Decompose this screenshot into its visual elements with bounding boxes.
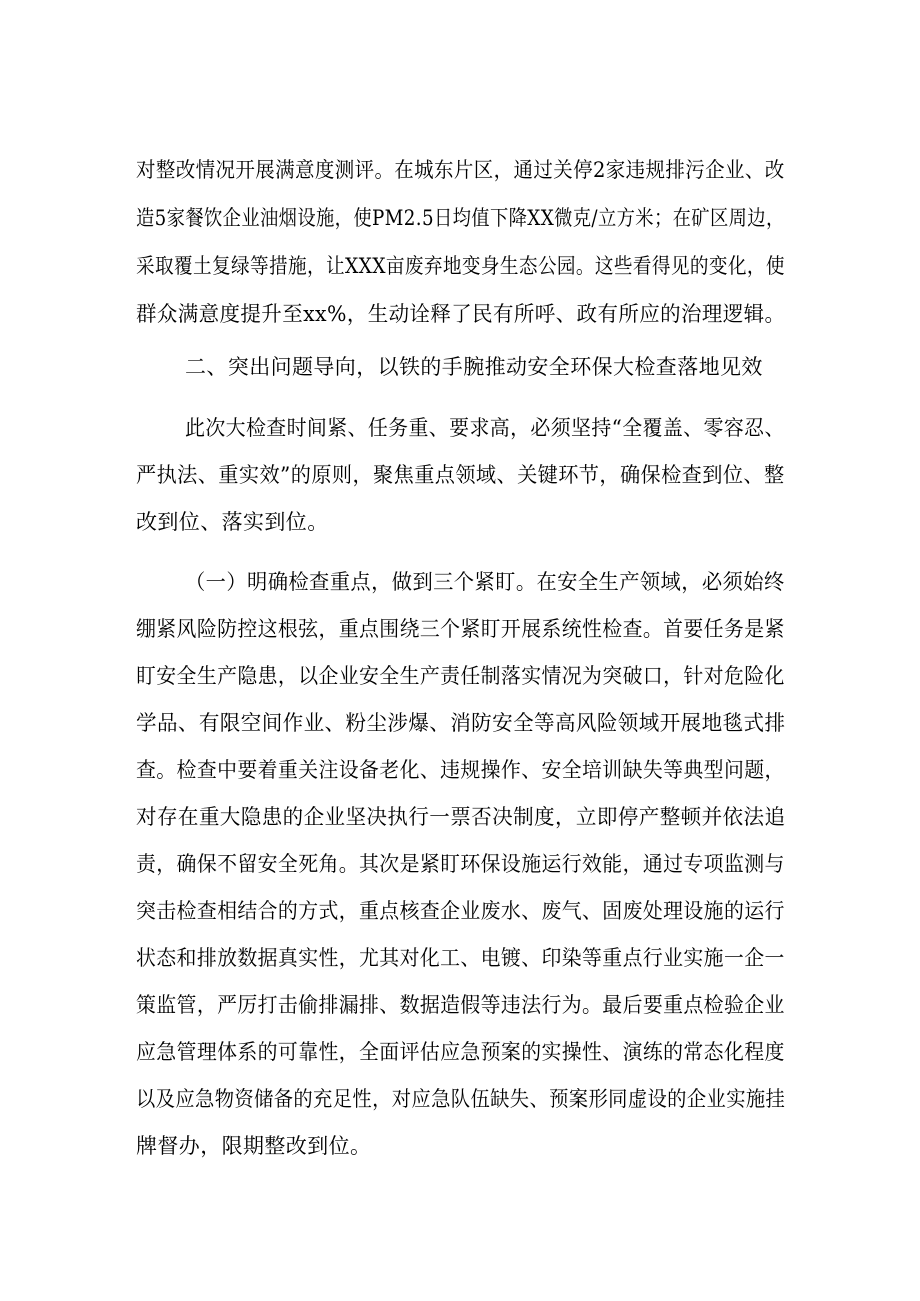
text-line: 突击检查相结合的方式，重点核查企业废水、废气、固废处理设施的运行	[136, 899, 785, 923]
text-line: 严执法、重实效”的原则，聚焦重点领域、关键环节，确保检查到位、整	[136, 463, 785, 487]
text-line: 查。检查中要着重关注设备老化、违规操作、安全培训缺失等典型问题，	[136, 758, 785, 782]
text-line: 学品、有限空间作业、粉尘涉爆、消防安全等高风险领域开展地毯式排	[136, 711, 786, 735]
text-line: 牌督办，限期整改到位。	[136, 1134, 372, 1158]
text-line: 对整改情况开展满意度测评。在城东片区，通过关停2家违规排污企业、改	[136, 158, 785, 182]
text-line: 策监管，严厉打击偷排漏排、数据造假等违法行为。最后要重点检验企业	[136, 993, 785, 1017]
text-line: 绷紧风险防控这根弦，重点围绕三个紧盯开展系统性检查。首要任务是紧	[136, 617, 785, 641]
text-line: 对存在重大隐患的企业坚决执行一票否决制度，立即停产整顿并依法追	[136, 805, 786, 829]
text-line: 采取覆土复绿等措施，让XXX亩废弃地变身生态公园。这些看得见的变化，使	[136, 254, 785, 278]
text-line: 造5家餐饮企业油烟设施，使PM2.5日均值下降XX微克/立方米；在矿区周边，	[136, 206, 785, 230]
text-line: 此次大检查时间紧、任务重、要求高，必须坚持“全覆盖、零容忍、	[185, 416, 785, 440]
text-line: 以及应急物资储备的充足性，对应急队伍缺失、预案形同虚设的企业实施挂	[136, 1087, 786, 1111]
text-line: 责，确保不留安全死角。其次是紧盯环保设施运行效能，通过专项监测与	[136, 852, 785, 876]
text-line: 盯安全生产隐患，以企业安全生产责任制落实情况为突破口，针对危险化	[136, 664, 785, 688]
text-line: （一）明确检查重点，做到三个紧盯。在安全生产领域，必须始终	[185, 570, 785, 594]
text-line: 应急管理体系的可靠性，全面评估应急预案的实操性、演练的常态化程度	[136, 1040, 785, 1064]
heading-line: 二、突出问题导向，以铁的手腕推动安全环保大检查落地见效	[185, 355, 763, 379]
text-line: 改到位、落实到位。	[136, 510, 329, 534]
text-line: 状态和排放数据真实性，尤其对化工、电镀、印染等重点行业实施一企一	[136, 946, 785, 970]
text-line: 群众满意度提升至xx%，生动诠释了民有所呼、政有所应的治理逻辑。	[136, 302, 786, 326]
